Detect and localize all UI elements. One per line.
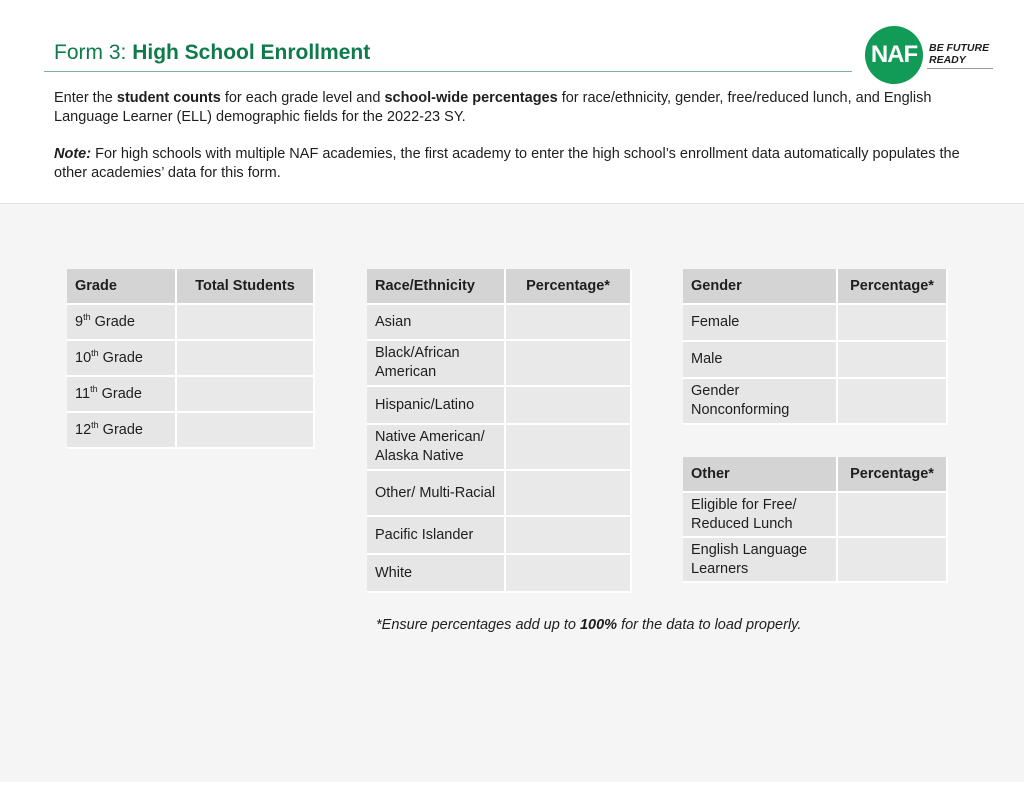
note-paragraph [54, 145, 984, 183]
grade-row-label [67, 377, 177, 413]
race-ethnicity-table [367, 269, 632, 593]
other-header: Other [683, 457, 838, 493]
other-percentage-header: Percentage* [838, 457, 948, 493]
grade-num: 9 [75, 313, 84, 330]
grade-num: 11 [75, 385, 91, 402]
grade-suffix: Grade [98, 421, 143, 438]
grade-10-input[interactable] [177, 341, 315, 377]
gender-male-input[interactable] [838, 342, 948, 379]
footnote-pre: *Ensure percentages add up to [376, 617, 580, 633]
grade-sup: th [90, 383, 98, 394]
logo-tagline [929, 42, 989, 66]
race-row-label: Black/African American [367, 341, 506, 387]
grade-row-label [67, 413, 177, 449]
page-title [54, 41, 370, 65]
gender-row-label: Male [683, 342, 838, 379]
percentage-footnote [376, 617, 801, 633]
grade-suffix: Grade [97, 385, 142, 402]
intro-text-1: Enter the [54, 90, 117, 106]
race-row-label: Native American/ Alaska Native [367, 425, 506, 471]
intro-paragraph [54, 89, 984, 127]
grade-sup: th [91, 419, 99, 430]
race-white-input[interactable] [506, 555, 632, 593]
race-ethnicity-header: Race/Ethnicity [367, 269, 506, 305]
race-multiracial-input[interactable] [506, 471, 632, 517]
race-black-input[interactable] [506, 341, 632, 387]
title-divider [44, 71, 852, 72]
intro-bold-1: student counts [116, 90, 221, 106]
other-row-label: Eligible for Free/ Reduced Lunch [683, 493, 838, 538]
grade-row-label [67, 341, 177, 377]
gender-percentage-header: Percentage* [838, 269, 948, 305]
grade-num: 10 [75, 349, 92, 366]
intro-text-2: for each grade level and [220, 90, 385, 106]
grade-sup: th [91, 347, 99, 358]
race-row-label: White [367, 555, 506, 593]
logo-tagline-line1: BE FUTURE [929, 42, 990, 54]
race-asian-input[interactable] [506, 305, 632, 341]
race-native-input[interactable] [506, 425, 632, 471]
race-hispanic-input[interactable] [506, 387, 632, 425]
footnote-post: for the data to load properly. [617, 617, 802, 633]
grade-11-input[interactable] [177, 377, 315, 413]
grade-header: Grade [67, 269, 177, 305]
grade-9-input[interactable] [177, 305, 315, 341]
grade-row-label [67, 305, 177, 341]
gender-nonconforming-input[interactable] [838, 379, 948, 425]
ell-input[interactable] [838, 538, 948, 583]
race-row-label: Hispanic/Latino [367, 387, 506, 425]
grade-sup: th [83, 311, 91, 322]
intro-bold-2: school-wide percentages [384, 90, 558, 106]
gender-table [683, 269, 948, 425]
naf-logo [865, 26, 995, 84]
grade-suffix: Grade [98, 349, 143, 366]
intro-text-3: for race/ethnicity, gender, free/reduced lunch, and English Language Learner (ELL) demographic fields for the 2022-23 SY. [54, 90, 932, 125]
logo-text: NAF [870, 41, 918, 68]
logo-tagline-line2: READY [929, 54, 966, 66]
total-students-header: Total Students [177, 269, 315, 305]
gender-row-label: Female [683, 305, 838, 342]
grade-suffix: Grade [90, 313, 135, 330]
race-percentage-header: Percentage* [506, 269, 632, 305]
other-table [683, 457, 948, 583]
free-lunch-input[interactable] [838, 493, 948, 538]
logo-tagline-rule [927, 68, 993, 69]
race-row-label: Other/ Multi-Racial [367, 471, 506, 517]
title-prefix: Form 3: [54, 41, 127, 64]
race-row-label: Asian [367, 305, 506, 341]
other-row-label: English Language Learners [683, 538, 838, 583]
title-main: High School Enrollment [132, 41, 371, 64]
note-label: Note: [54, 146, 92, 162]
note-text: For high schools with multiple NAF academies, the first academy to enter the high school’s enrollment data automatically populates the other academies’ data for this form. [54, 146, 960, 181]
gender-female-input[interactable] [838, 305, 948, 342]
form-header [0, 0, 1024, 203]
grade-table [67, 269, 315, 449]
gender-row-label: Gender Nonconforming [683, 379, 838, 425]
footnote-bold: 100% [579, 617, 618, 633]
race-pacific-input[interactable] [506, 517, 632, 555]
race-row-label: Pacific Islander [367, 517, 506, 555]
grade-12-input[interactable] [177, 413, 315, 449]
grade-num: 12 [75, 421, 92, 438]
gender-header: Gender [683, 269, 838, 305]
